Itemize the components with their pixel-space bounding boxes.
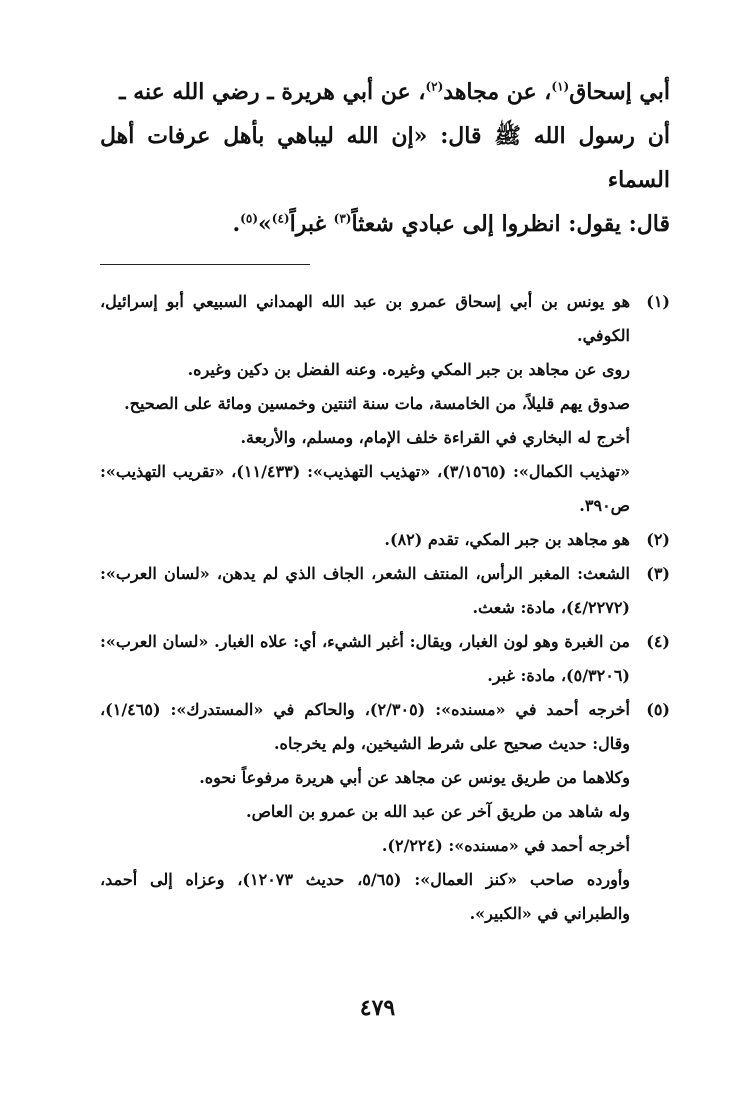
- footnote-number: (١): [646, 292, 670, 311]
- footnote-paragraph: أخرجه أحمد في «مسنده»: (٢/٣٠٥)، والحاكم في «المستدرك»: (١/٤٦٥)، وقال: حديث صحيح على شرط الشيخين، ولم يخرجاه.: [100, 700, 630, 753]
- text-run: ، عن مجاهد: [443, 79, 552, 105]
- footnote-3: [100, 557, 670, 625]
- footnote-body: [100, 523, 630, 557]
- footnote-ref-2: (٢): [425, 79, 444, 94]
- footnote-paragraph: أخرجه أحمد في «مسنده»: (٢/٢٢٤).: [381, 836, 630, 855]
- footnote-paragraph: وله شاهد من طريق آخر عن عبد الله بن عمرو بن العاص.: [246, 802, 630, 821]
- footnote-1: [100, 285, 670, 523]
- footnote-paragraph: روى عن مجاهد بن جبر المكي وغيره. وعنه الفضل بن دكين وغيره.: [187, 360, 630, 379]
- footnote-4: [100, 625, 670, 693]
- footnote-ref-4: (٤): [271, 211, 290, 226]
- footnote-paragraph: هو مجاهد بن جبر المكي، تقدم (٨٢).: [384, 530, 630, 549]
- hadith-line-2: أن رسول الله ﷺ قال: «إن الله ليباهي بأهل عرفات أهل السماء: [100, 123, 670, 193]
- footnote-5: [100, 693, 670, 931]
- footnote-paragraph: هو يونس بن أبي إسحاق عمرو بن عبد الله الهمداني السبيعي أبو إسرائيل، الكوفي.: [100, 292, 630, 345]
- footnote-number: (٥): [646, 700, 670, 719]
- footnote-paragraph: وأورده صاحب «كنز العمال»: (٥/٦٥، حديث ١٢٠٧٣)، وعزاه إلى أحمد، والطبراني في «الكبير».: [100, 870, 631, 923]
- hadith-line-1: [100, 70, 670, 114]
- footnote-paragraph: من الغبرة وهو لون الغبار، ويقال: أغبر الشيء، أي: علاه الغبار. «لسان العرب»: (٥/٣٢٠٦)، مادة: غبر.: [100, 632, 630, 685]
- footnotes: [100, 285, 670, 931]
- footnote-ref-3: (٣): [333, 211, 352, 226]
- text-run: قال: يقول: انظروا إلى عبادي شعثاً: [351, 211, 670, 237]
- footnote-paragraph: صدوق يهم قليلاً، من الخامسة، مات سنة اثنتين وخمسين ومائة على الصحيح.: [124, 394, 630, 413]
- footnote-2: [100, 523, 670, 557]
- footnote-number: (٣): [646, 564, 670, 583]
- footnote-body: [100, 285, 630, 523]
- footnote-separator: [100, 264, 310, 265]
- footnote-body: [100, 557, 630, 625]
- text-run: غبراً: [289, 211, 334, 237]
- footnote-body: [100, 693, 630, 931]
- footnote-number: (٢): [646, 530, 670, 549]
- footnote-ref-5: (٥): [240, 211, 258, 226]
- page-number: ٤٧٩: [359, 995, 396, 1021]
- text-run: أبي إسحاق: [569, 79, 670, 105]
- footnote-paragraph: الشعث: المغبر الرأس، المنتف الشعر، الجاف الذي لم يدهن، «لسان العرب»: (٤/٢٢٧٢)، مادة: شعث.: [100, 564, 630, 617]
- footnote-ref-1: (١): [551, 79, 570, 94]
- text-run: ، عن أبي هريرة ـ رضي الله عنه ـ: [119, 79, 426, 105]
- footnote-paragraph: «تهذيب الكمال»: (٣/١٥٦٥)، «تهذيب التهذيب»: (١١/٤٣٣)، «تقريب التهذيب»: ص٣٩٠.: [100, 462, 630, 515]
- page-content: [100, 70, 670, 931]
- hadith-text: [100, 70, 670, 246]
- footnote-paragraph: أخرج له البخاري في القراءة خلف الإمام، ومسلم، والأربعة.: [240, 428, 630, 447]
- hadith-line-3: قال: يقول: انظروا إلى عبادي شعثاً$^{(٣)}$ غبراً$^{(٤)}$»$^{(٥)}$.: [232, 211, 670, 237]
- footnote-paragraph: وكلاهما من طريق يونس عن مجاهد عن أبي هريرة مرفوعاً نحوه.: [199, 768, 630, 787]
- footnote-body: [100, 625, 630, 693]
- footnote-number: (٤): [646, 632, 670, 651]
